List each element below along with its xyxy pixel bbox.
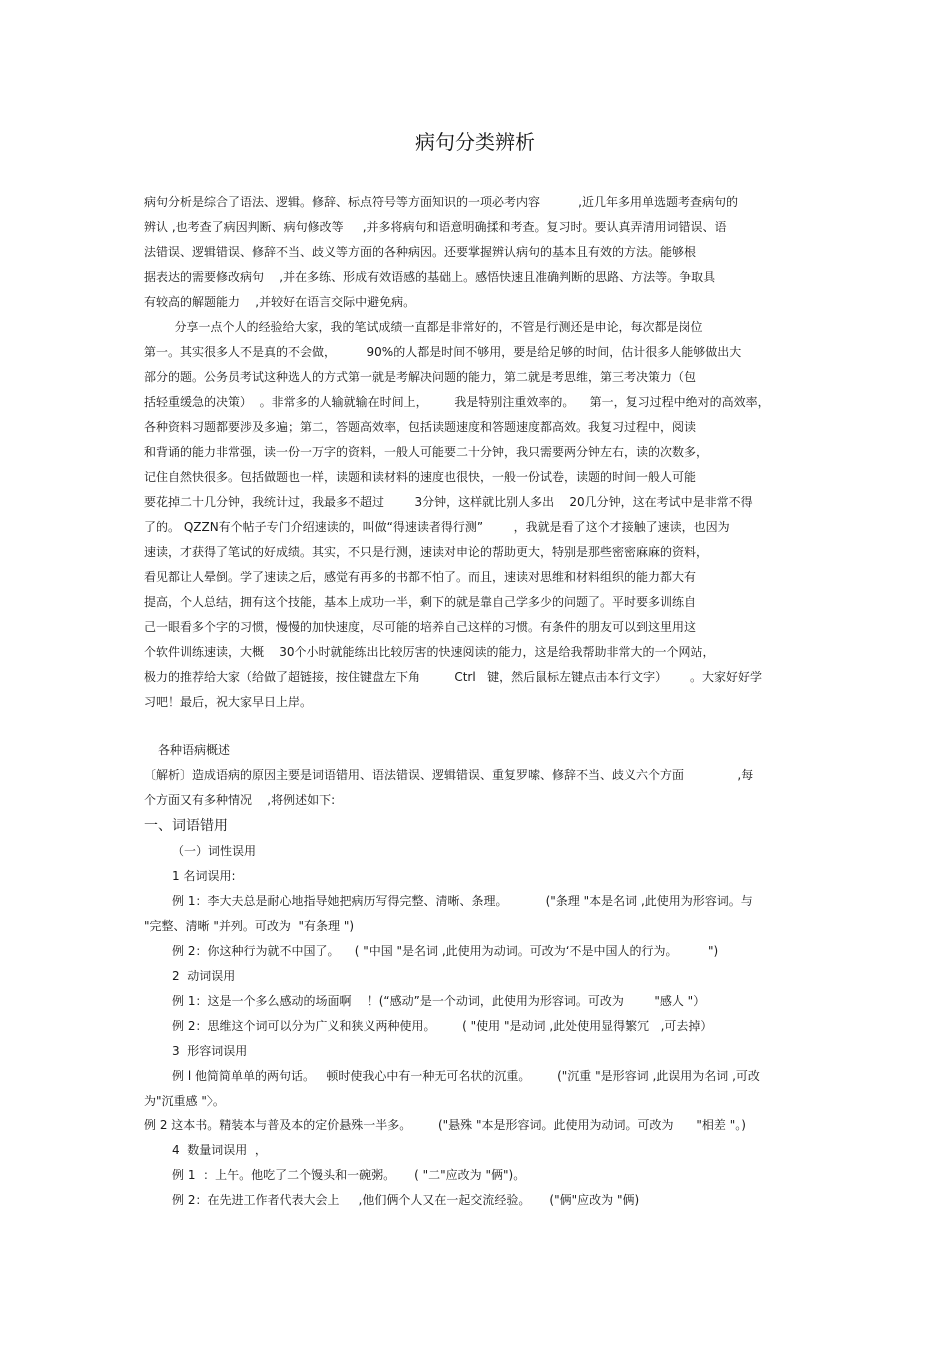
example-line: 1 名词误用:	[172, 869, 236, 883]
experience-line: 第一。其实很多人不是真的不会做， 90%的人都是时间不够用，要是给足够的时间，估计很多人能够做出大	[144, 345, 742, 359]
experience-line: 部分的题。公务员考试这种选人的方式第一就是考解决问题的能力，第二就是考思维，第三考决策力（包	[144, 370, 697, 384]
subsection-heading: （一）词性误用	[172, 844, 257, 858]
example-line: "完整、清晰 "并列。可改为 "有条理 ")	[144, 919, 355, 933]
intro-line: 据表达的需要修改病句 ,并在多练、形成有效语感的基础上。感悟快速且准确判断的思路、方法等。争取具	[144, 270, 716, 284]
analysis-line: 〔解析〕造成语病的原因主要是词语错用、语法错误、逻辑错误、重复罗嗦、修辞不当、歧义六个方面 ,每	[144, 768, 754, 782]
example-line: 例 2：在先进工作者代表大会上 ,他们俩个人又在一起交流经验。 ("俩"应改为 "俩)	[172, 1193, 640, 1207]
example-line: 2 动词误用	[172, 969, 236, 983]
experience-line: 记住自然快很多。包括做题也一样，读题和读材料的速度也很快，一般一份试卷，读题的时间一般人可能	[144, 470, 697, 484]
experience-line: 极力的推荐给大家（给做了超链接，按住键盘左下角 Ctrl 键，然后鼠标左键点击本行文字） 。大家好好学	[144, 670, 763, 684]
experience-line: 要花掉二十几分钟，我统计过，我最多不超过 3分钟，这样就比别人多出 20几分钟，这在考试中是非常不得	[144, 495, 753, 509]
example-line: 例 l 他简简单单的两句话。 顿时使我心中有一种无可名状的沉重。 ("沉重 "是形容词 ,此误用为名词 ,可改	[172, 1069, 760, 1083]
example-line: 例 1 ：上午。他吃了二个馒头和一碗粥。 ( "二"应改为 "俩")。	[172, 1168, 526, 1182]
example-line: 3 形容词误用	[172, 1044, 248, 1058]
section-heading: 一、词语错用	[144, 818, 228, 834]
intro-line: 辨认 ,也考查了病因判断、病句修改等 ,并多将病句和语意明确揉和考查。复习时。要认真弄清用词错误、语	[144, 220, 727, 234]
experience-line: 和背诵的能力非常强，读一份一万字的资料，一般人可能要二十分钟，我只需要两分钟左右，读的次数多，	[144, 445, 709, 459]
example-line: 4 数量词误用 ，	[172, 1143, 267, 1157]
example-line: 例 2 这本书。精装本与普及本的定价悬殊一半多。 ("悬殊 "本是形容词。此使用为动词。可改为 "相差 "。)	[144, 1118, 746, 1132]
experience-line: 个软件训练速读，大概 30个小时就能练出比较厉害的快速阅读的能力，这是给我帮助非常大的一个网站，	[144, 645, 715, 659]
analysis-line: 个方面又有多种情况 ,将例述如下:	[144, 793, 336, 807]
intro-line: 病句分析是综合了语法、逻辑。修辞、标点符号等方面知识的一项必考内容 ,近几年多用单选题考查病句的	[144, 195, 738, 209]
example-line: 例 1：这是一个多么感动的场面啊 ！(“感动”是一个动词，此使用为形容词。可改为 "感人 "）	[172, 994, 706, 1008]
experience-line: 各种资料习题都要涉及多遍；第二，答题高效率，包括读题速度和答题速度都高效。我复习过程中，阅读	[144, 420, 697, 434]
example-line: 例 2：你这种行为就不中国了。 ( "中国 "是名词 ,此使用为动词。可改为‘不是中国人的行为。 ")	[172, 944, 719, 958]
experience-line: 习吧！最后，祝大家早日上岸。	[144, 695, 313, 709]
intro-line: 有较高的解题能力 ,并较好在语言交际中避免病。	[144, 295, 416, 309]
page-title: 病句分类辨析	[415, 130, 535, 154]
intro-line: 法错误、逻辑错误、修辞不当、歧义等方面的各种病因。还要掌握辨认病句的基本且有效的方法。能够根	[144, 245, 697, 259]
experience-line: 速读，才获得了笔试的好成绩。其实，不只是行测，速读对申论的帮助更大，特别是那些密密麻麻的资料，	[144, 545, 709, 559]
example-line: 为"沉重感 "〉。	[144, 1094, 225, 1108]
example-line: 例 1：李大夫总是耐心地指导她把病历写得完整、清晰、条理。 ("条理 "本是名词 ,此使用为形容词。与	[172, 894, 753, 908]
overview-heading: 各种语病概述	[158, 743, 231, 757]
experience-line: 分享一点个人的经验给大家，我的笔试成绩一直都是非常好的，不管是行测还是申论，每次都是岗位	[144, 320, 703, 334]
experience-line: 括轻重缓急的决策） 。非常多的人输就输在时间上， 我是特别注重效率的。 第一，复习过程中绝对的高效率，	[144, 395, 770, 409]
experience-line: 了的。 QZZN有个帖子专门介绍速读的，叫做“得速读者得行测” ，我就是看了这个才接触了速读，也因为	[144, 520, 730, 534]
experience-line: 看见都让人晕倒。学了速读之后，感觉有再多的书都不怕了。而且，速读对思维和材料组织的能力都大有	[144, 570, 697, 584]
example-line: 例 2：思维这个词可以分为广义和狭义两种使用。 ( "使用 "是动词 ,此处使用显得繁冗 ,可去掉）	[172, 1019, 713, 1033]
experience-line: 己一眼看多个字的习惯，慢慢的加快速度，尽可能的培养自己这样的习惯。有条件的朋友可以到这里用这	[144, 620, 697, 634]
experience-line: 提高，个人总结，拥有这个技能，基本上成功一半，剩下的就是靠自己学多少的问题了。平时要多训练自	[144, 595, 697, 609]
